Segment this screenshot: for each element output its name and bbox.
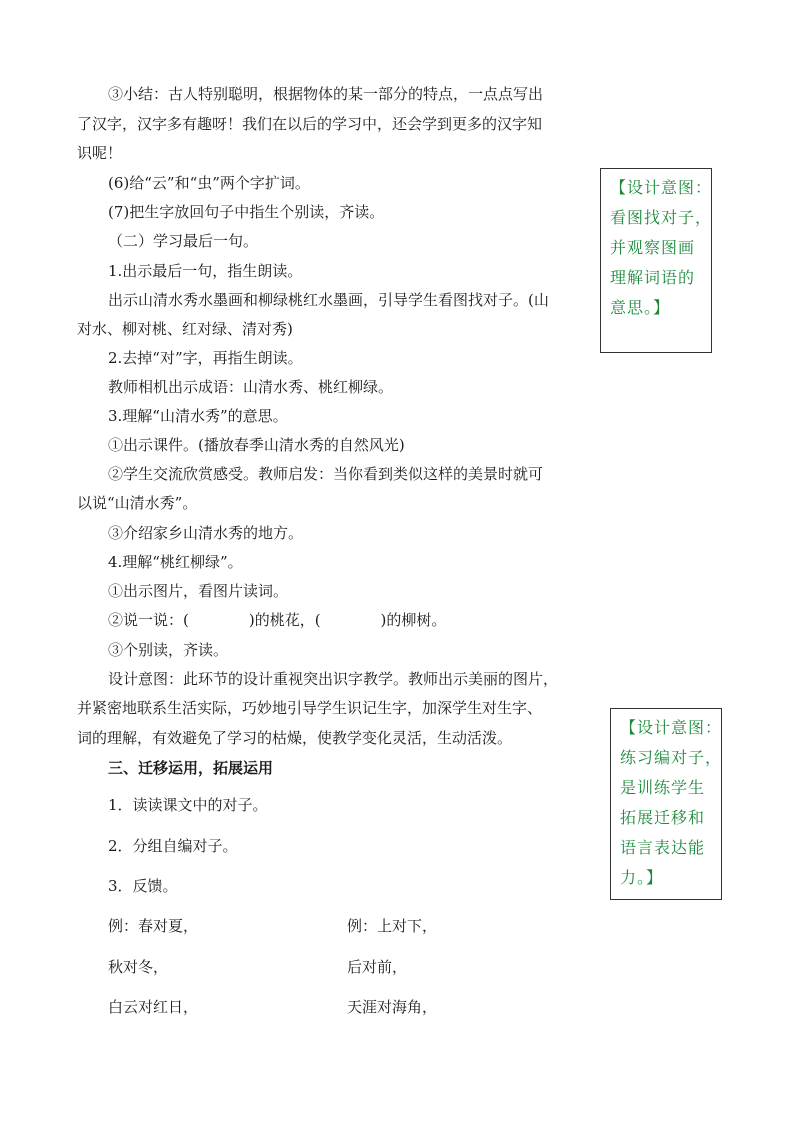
note-line: 并观察图画 <box>610 238 696 257</box>
text-line: ③介绍家乡山清水秀的地方。 <box>108 524 304 542</box>
pair-right: 后对前， <box>347 958 408 976</box>
note-line: 【设计意图： <box>610 178 713 197</box>
design-intent-note <box>610 708 722 900</box>
text-line: ②学生交流欣赏感受。教师启发：当你看到类似这样的美景时就可 <box>108 465 544 483</box>
note-line: 练习编对子， <box>620 748 723 767</box>
design-intent-note <box>600 168 712 353</box>
text-line: (6)给“云”和“虫”两个字扩词。 <box>108 174 310 192</box>
note-line: 意思。】 <box>610 298 671 317</box>
pair-left: 例：春对夏， <box>108 917 199 935</box>
text-line: 教师相机出示成语：山清水秀、桃红柳绿。 <box>108 378 394 396</box>
text-line: (7)把生字放回句子中指生个别读，齐读。 <box>108 203 385 221</box>
text-line: 词的理解，有效避免了学习的枯燥，使教学变化灵活，生动活泼。 <box>77 729 513 747</box>
pair-right: 例：上对下， <box>347 917 438 935</box>
text-line: ③小结：古人特别聪明，根据物体的某一部分的特点，一点点写出 <box>108 85 544 103</box>
text-line: ①出示图片，看图片读词。 <box>108 582 289 600</box>
pair-left: 秋对冬， <box>108 958 169 976</box>
note-line: 【设计意图： <box>620 718 723 737</box>
note-line: 理解词语的 <box>610 268 696 287</box>
text-line: 对水、柳对桃、红对绿、清对秀) <box>77 320 293 338</box>
text-line: 3.理解“山清水秀”的意思。 <box>108 407 288 425</box>
section-heading: 三、迁移运用，拓展运用 <box>108 759 274 777</box>
list-item: 3．反馈。 <box>108 877 178 895</box>
note-line: 是训练学生 <box>620 778 706 797</box>
section-heading: （二）学习最后一句。 <box>108 232 259 250</box>
list-item: 2．分组自编对子。 <box>108 837 238 855</box>
note-line: 看图找对子， <box>610 208 713 227</box>
text-line: ①出示课件。(播放春季山清水秀的自然风光) <box>108 436 405 454</box>
pair-right: 天涯对海角， <box>347 998 438 1016</box>
pair-left: 白云对红日， <box>108 998 199 1016</box>
text-line: 识呢！ <box>77 144 123 162</box>
text-line: 2.去掉“对”字，再指生朗读。 <box>108 349 303 367</box>
note-line: 语言表达能 <box>620 838 706 857</box>
text-line: 出示山清水秀水墨画和柳绿桃红水墨画，引导学生看图找对子。(山 <box>108 291 549 309</box>
text-line: 4.理解“桃红柳绿”。 <box>108 553 243 571</box>
text-line: 并紧密地联系生活实际，巧妙地引导学生识记生字，加深学生对生字、 <box>77 699 543 717</box>
text-line: 以说“山清水秀”。 <box>77 494 198 512</box>
note-line: 拓展迁移和 <box>620 808 706 827</box>
text-line: ③个别读，齐读。 <box>108 641 229 659</box>
text-line: 1.出示最后一句，指生朗读。 <box>108 262 303 280</box>
text-line: 了汉字，汉字多有趣呀！我们在以后的学习中，还会学到更多的汉字知 <box>77 115 543 133</box>
text-line: 设计意图：此环节的设计重视突出识字教学。教师出示美丽的图片， <box>108 670 559 688</box>
note-line: 力。】 <box>620 868 664 887</box>
list-item: 1．读读课文中的对子。 <box>108 796 268 814</box>
text-line: ②说一说：( )的桃花，( )的柳树。 <box>108 611 447 629</box>
